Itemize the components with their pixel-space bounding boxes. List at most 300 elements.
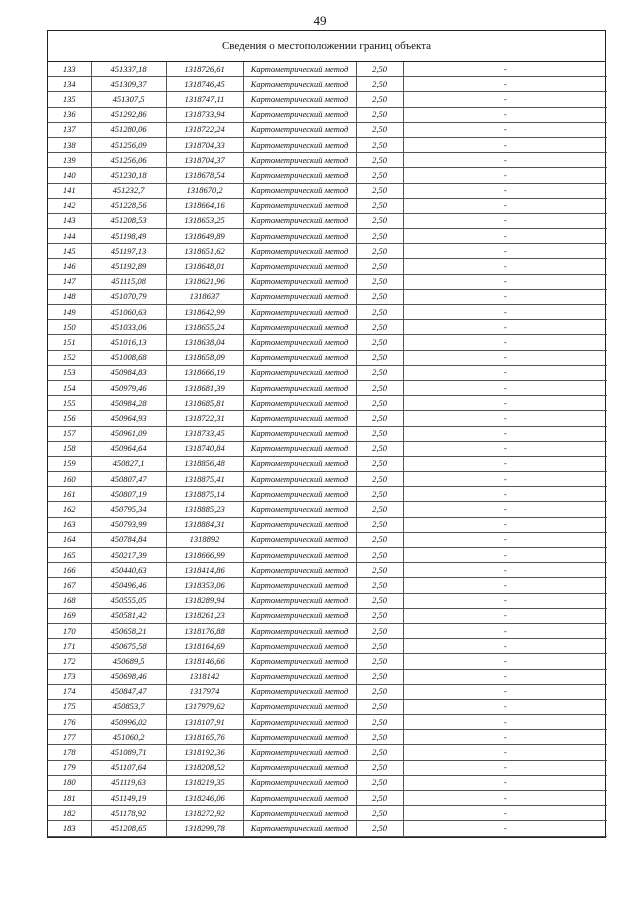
note-cell: - xyxy=(403,213,607,228)
method-cell: Картометрический метод xyxy=(243,244,356,259)
table-row xyxy=(48,502,607,517)
method-cell: Картометрический метод xyxy=(243,639,356,654)
x-coordinate-cell: 450979,46 xyxy=(91,380,166,395)
method-cell: Картометрический метод xyxy=(243,623,356,638)
note-cell: - xyxy=(403,669,607,684)
note-cell: - xyxy=(403,229,607,244)
note-cell: - xyxy=(403,472,607,487)
method-cell: Картометрический метод xyxy=(243,320,356,335)
note-cell: - xyxy=(403,411,607,426)
x-coordinate-cell: 451107,64 xyxy=(91,760,166,775)
accuracy-cell: 2,50 xyxy=(356,608,403,623)
y-coordinate-cell: 1318884,31 xyxy=(166,517,243,532)
x-coordinate-cell: 450795,34 xyxy=(91,502,166,517)
y-coordinate-cell: 1318856,48 xyxy=(166,456,243,471)
point-number-cell: 170 xyxy=(48,623,91,638)
method-cell: Картометрический метод xyxy=(243,791,356,806)
table-row xyxy=(48,289,607,304)
accuracy-cell: 2,50 xyxy=(356,669,403,684)
method-cell: Картометрический метод xyxy=(243,715,356,730)
note-cell: - xyxy=(403,350,607,365)
note-cell: - xyxy=(403,396,607,411)
point-number-cell: 179 xyxy=(48,760,91,775)
table-row xyxy=(48,380,607,395)
x-coordinate-cell: 451197,13 xyxy=(91,244,166,259)
note-cell: - xyxy=(403,168,607,183)
accuracy-cell: 2,50 xyxy=(356,639,403,654)
method-cell: Картометрический метод xyxy=(243,532,356,547)
accuracy-cell: 2,50 xyxy=(356,654,403,669)
accuracy-cell: 2,50 xyxy=(356,548,403,563)
accuracy-cell: 2,50 xyxy=(356,563,403,578)
y-coordinate-cell: 1318722,24 xyxy=(166,122,243,137)
method-cell: Картометрический метод xyxy=(243,62,356,77)
point-number-cell: 177 xyxy=(48,730,91,745)
point-number-cell: 152 xyxy=(48,350,91,365)
x-coordinate-cell: 450784,84 xyxy=(91,532,166,547)
note-cell: - xyxy=(403,305,607,320)
y-coordinate-cell: 1318704,33 xyxy=(166,137,243,152)
table-row xyxy=(48,684,607,699)
y-coordinate-cell: 1318875,14 xyxy=(166,487,243,502)
x-coordinate-cell: 451280,06 xyxy=(91,122,166,137)
y-coordinate-cell: 1318664,16 xyxy=(166,198,243,213)
table-row xyxy=(48,168,607,183)
y-coordinate-cell: 1318146,66 xyxy=(166,654,243,669)
table-row xyxy=(48,396,607,411)
table-row xyxy=(48,654,607,669)
y-coordinate-cell: 1318726,61 xyxy=(166,62,243,77)
table-row xyxy=(48,791,607,806)
x-coordinate-cell: 451149,19 xyxy=(91,791,166,806)
note-cell: - xyxy=(403,62,607,77)
table-row xyxy=(48,320,607,335)
y-coordinate-cell: 1318678,54 xyxy=(166,168,243,183)
table-row xyxy=(48,137,607,152)
x-coordinate-cell: 450847,47 xyxy=(91,684,166,699)
x-coordinate-cell: 451008,68 xyxy=(91,350,166,365)
y-coordinate-cell: 1318733,94 xyxy=(166,107,243,122)
x-coordinate-cell: 450658,21 xyxy=(91,623,166,638)
y-coordinate-cell: 1318107,91 xyxy=(166,715,243,730)
x-coordinate-cell: 451060,63 xyxy=(91,305,166,320)
note-cell: - xyxy=(403,183,607,198)
accuracy-cell: 2,50 xyxy=(356,441,403,456)
accuracy-cell: 2,50 xyxy=(356,502,403,517)
y-coordinate-cell: 1318642,99 xyxy=(166,305,243,320)
table-row xyxy=(48,472,607,487)
point-number-cell: 151 xyxy=(48,335,91,350)
table-row xyxy=(48,62,607,77)
x-coordinate-cell: 450698,46 xyxy=(91,669,166,684)
x-coordinate-cell: 450853,7 xyxy=(91,699,166,714)
point-number-cell: 135 xyxy=(48,92,91,107)
accuracy-cell: 2,50 xyxy=(356,274,403,289)
method-cell: Картометрический метод xyxy=(243,411,356,426)
note-cell: - xyxy=(403,532,607,547)
y-coordinate-cell: 1318747,11 xyxy=(166,92,243,107)
accuracy-cell: 2,50 xyxy=(356,456,403,471)
y-coordinate-cell: 1318885,23 xyxy=(166,502,243,517)
method-cell: Картометрический метод xyxy=(243,441,356,456)
point-number-cell: 181 xyxy=(48,791,91,806)
x-coordinate-cell: 450807,47 xyxy=(91,472,166,487)
point-number-cell: 144 xyxy=(48,229,91,244)
table-row xyxy=(48,548,607,563)
y-coordinate-cell: 1318219,35 xyxy=(166,775,243,790)
y-coordinate-cell: 1318261,23 xyxy=(166,608,243,623)
point-number-cell: 173 xyxy=(48,669,91,684)
y-coordinate-cell: 1318670,2 xyxy=(166,183,243,198)
x-coordinate-cell: 450964,93 xyxy=(91,411,166,426)
method-cell: Картометрический метод xyxy=(243,77,356,92)
point-number-cell: 163 xyxy=(48,517,91,532)
accuracy-cell: 2,50 xyxy=(356,775,403,790)
y-coordinate-cell: 1318638,04 xyxy=(166,335,243,350)
method-cell: Картометрический метод xyxy=(243,137,356,152)
point-number-cell: 155 xyxy=(48,396,91,411)
method-cell: Картометрический метод xyxy=(243,775,356,790)
table-row xyxy=(48,77,607,92)
point-number-cell: 166 xyxy=(48,563,91,578)
table-title: Сведения о местоположении границ объекта xyxy=(48,31,605,62)
table-row xyxy=(48,563,607,578)
note-cell: - xyxy=(403,775,607,790)
accuracy-cell: 2,50 xyxy=(356,791,403,806)
note-cell: - xyxy=(403,426,607,441)
note-cell: - xyxy=(403,517,607,532)
method-cell: Картометрический метод xyxy=(243,259,356,274)
method-cell: Картометрический метод xyxy=(243,213,356,228)
method-cell: Картометрический метод xyxy=(243,289,356,304)
table-row xyxy=(48,456,607,471)
y-coordinate-cell: 1318740,84 xyxy=(166,441,243,456)
note-cell: - xyxy=(403,274,607,289)
table-row xyxy=(48,730,607,745)
method-cell: Картометрический метод xyxy=(243,760,356,775)
y-coordinate-cell: 1318192,36 xyxy=(166,745,243,760)
x-coordinate-cell: 451208,65 xyxy=(91,821,166,836)
x-coordinate-cell: 450984,28 xyxy=(91,396,166,411)
y-coordinate-cell: 1318246,06 xyxy=(166,791,243,806)
accuracy-cell: 2,50 xyxy=(356,153,403,168)
accuracy-cell: 2,50 xyxy=(356,289,403,304)
x-coordinate-cell: 451292,86 xyxy=(91,107,166,122)
point-number-cell: 147 xyxy=(48,274,91,289)
x-coordinate-cell: 450581,42 xyxy=(91,608,166,623)
method-cell: Картометрический метод xyxy=(243,578,356,593)
note-cell: - xyxy=(403,320,607,335)
x-coordinate-cell: 451198,49 xyxy=(91,229,166,244)
method-cell: Картометрический метод xyxy=(243,350,356,365)
point-number-cell: 137 xyxy=(48,122,91,137)
method-cell: Картометрический метод xyxy=(243,608,356,623)
method-cell: Картометрический метод xyxy=(243,821,356,836)
method-cell: Картометрический метод xyxy=(243,365,356,380)
x-coordinate-cell: 451070,79 xyxy=(91,289,166,304)
y-coordinate-cell: 1318649,89 xyxy=(166,229,243,244)
accuracy-cell: 2,50 xyxy=(356,730,403,745)
accuracy-cell: 2,50 xyxy=(356,320,403,335)
y-coordinate-cell: 1318176,88 xyxy=(166,623,243,638)
method-cell: Картометрический метод xyxy=(243,305,356,320)
method-cell: Картометрический метод xyxy=(243,745,356,760)
accuracy-cell: 2,50 xyxy=(356,487,403,502)
table-row xyxy=(48,229,607,244)
boundary-table-frame xyxy=(47,30,606,838)
note-cell: - xyxy=(403,608,607,623)
method-cell: Картометрический метод xyxy=(243,153,356,168)
table-row xyxy=(48,441,607,456)
x-coordinate-cell: 450675,58 xyxy=(91,639,166,654)
point-number-cell: 146 xyxy=(48,259,91,274)
method-cell: Картометрический метод xyxy=(243,92,356,107)
x-coordinate-cell: 450961,09 xyxy=(91,426,166,441)
method-cell: Картометрический метод xyxy=(243,654,356,669)
method-cell: Картометрический метод xyxy=(243,168,356,183)
method-cell: Картометрический метод xyxy=(243,730,356,745)
x-coordinate-cell: 451307,5 xyxy=(91,92,166,107)
point-number-cell: 148 xyxy=(48,289,91,304)
accuracy-cell: 2,50 xyxy=(356,426,403,441)
point-number-cell: 168 xyxy=(48,593,91,608)
point-number-cell: 158 xyxy=(48,441,91,456)
note-cell: - xyxy=(403,107,607,122)
accuracy-cell: 2,50 xyxy=(356,760,403,775)
point-number-cell: 162 xyxy=(48,502,91,517)
note-cell: - xyxy=(403,502,607,517)
y-coordinate-cell: 1318208,52 xyxy=(166,760,243,775)
table-row xyxy=(48,608,607,623)
note-cell: - xyxy=(403,153,607,168)
method-cell: Картометрический метод xyxy=(243,593,356,608)
y-coordinate-cell: 1318746,45 xyxy=(166,77,243,92)
note-cell: - xyxy=(403,335,607,350)
point-number-cell: 136 xyxy=(48,107,91,122)
y-coordinate-cell: 1318164,69 xyxy=(166,639,243,654)
x-coordinate-cell: 450689,5 xyxy=(91,654,166,669)
table-row xyxy=(48,411,607,426)
x-coordinate-cell: 451060,2 xyxy=(91,730,166,745)
x-coordinate-cell: 450793,99 xyxy=(91,517,166,532)
point-number-cell: 182 xyxy=(48,806,91,821)
point-number-cell: 133 xyxy=(48,62,91,77)
y-coordinate-cell: 1318875,41 xyxy=(166,472,243,487)
note-cell: - xyxy=(403,699,607,714)
x-coordinate-cell: 450964,64 xyxy=(91,441,166,456)
note-cell: - xyxy=(403,684,607,699)
table-row xyxy=(48,487,607,502)
accuracy-cell: 2,50 xyxy=(356,380,403,395)
method-cell: Картометрический метод xyxy=(243,563,356,578)
point-number-cell: 161 xyxy=(48,487,91,502)
y-coordinate-cell: 1318666,99 xyxy=(166,548,243,563)
point-number-cell: 138 xyxy=(48,137,91,152)
accuracy-cell: 2,50 xyxy=(356,229,403,244)
point-number-cell: 145 xyxy=(48,244,91,259)
x-coordinate-cell: 451033,06 xyxy=(91,320,166,335)
table-row xyxy=(48,213,607,228)
point-number-cell: 149 xyxy=(48,305,91,320)
table-row xyxy=(48,593,607,608)
y-coordinate-cell: 1318651,62 xyxy=(166,244,243,259)
point-number-cell: 167 xyxy=(48,578,91,593)
accuracy-cell: 2,50 xyxy=(356,350,403,365)
y-coordinate-cell: 1318353,06 xyxy=(166,578,243,593)
table-row xyxy=(48,745,607,760)
accuracy-cell: 2,50 xyxy=(356,244,403,259)
method-cell: Картометрический метод xyxy=(243,806,356,821)
accuracy-cell: 2,50 xyxy=(356,137,403,152)
method-cell: Картометрический метод xyxy=(243,335,356,350)
point-number-cell: 169 xyxy=(48,608,91,623)
y-coordinate-cell: 1318733,45 xyxy=(166,426,243,441)
point-number-cell: 175 xyxy=(48,699,91,714)
accuracy-cell: 2,50 xyxy=(356,623,403,638)
table-row xyxy=(48,517,607,532)
accuracy-cell: 2,50 xyxy=(356,77,403,92)
table-row xyxy=(48,806,607,821)
note-cell: - xyxy=(403,745,607,760)
accuracy-cell: 2,50 xyxy=(356,684,403,699)
x-coordinate-cell: 450555,05 xyxy=(91,593,166,608)
x-coordinate-cell: 451119,63 xyxy=(91,775,166,790)
point-number-cell: 159 xyxy=(48,456,91,471)
note-cell: - xyxy=(403,730,607,745)
table-row xyxy=(48,365,607,380)
accuracy-cell: 2,50 xyxy=(356,305,403,320)
accuracy-cell: 2,50 xyxy=(356,259,403,274)
note-cell: - xyxy=(403,821,607,836)
page-number: 49 xyxy=(313,13,327,28)
point-number-cell: 172 xyxy=(48,654,91,669)
accuracy-cell: 2,50 xyxy=(356,806,403,821)
point-number-cell: 160 xyxy=(48,472,91,487)
point-number-cell: 142 xyxy=(48,198,91,213)
method-cell: Картометрический метод xyxy=(243,229,356,244)
table-row xyxy=(48,183,607,198)
method-cell: Картометрический метод xyxy=(243,472,356,487)
y-coordinate-cell: 1318666,19 xyxy=(166,365,243,380)
point-number-cell: 143 xyxy=(48,213,91,228)
table-row xyxy=(48,775,607,790)
method-cell: Картометрический метод xyxy=(243,669,356,684)
x-coordinate-cell: 451178,92 xyxy=(91,806,166,821)
method-cell: Картометрический метод xyxy=(243,380,356,395)
point-number-cell: 178 xyxy=(48,745,91,760)
x-coordinate-cell: 451089,71 xyxy=(91,745,166,760)
note-cell: - xyxy=(403,548,607,563)
x-coordinate-cell: 451232,7 xyxy=(91,183,166,198)
y-coordinate-cell: 1318658,09 xyxy=(166,350,243,365)
note-cell: - xyxy=(403,806,607,821)
accuracy-cell: 2,50 xyxy=(356,62,403,77)
table-row xyxy=(48,259,607,274)
accuracy-cell: 2,50 xyxy=(356,335,403,350)
method-cell: Картометрический метод xyxy=(243,456,356,471)
x-coordinate-cell: 451192,89 xyxy=(91,259,166,274)
y-coordinate-cell: 1318653,25 xyxy=(166,213,243,228)
table-row xyxy=(48,669,607,684)
table-row xyxy=(48,350,607,365)
note-cell: - xyxy=(403,791,607,806)
table-row xyxy=(48,244,607,259)
method-cell: Картометрический метод xyxy=(243,107,356,122)
note-cell: - xyxy=(403,456,607,471)
x-coordinate-cell: 450827,1 xyxy=(91,456,166,471)
y-coordinate-cell: 1318685,81 xyxy=(166,396,243,411)
method-cell: Картометрический метод xyxy=(243,183,356,198)
point-number-cell: 180 xyxy=(48,775,91,790)
table-row xyxy=(48,715,607,730)
y-coordinate-cell: 1318637 xyxy=(166,289,243,304)
y-coordinate-cell: 1318681,39 xyxy=(166,380,243,395)
note-cell: - xyxy=(403,623,607,638)
point-number-cell: 140 xyxy=(48,168,91,183)
note-cell: - xyxy=(403,137,607,152)
note-cell: - xyxy=(403,380,607,395)
accuracy-cell: 2,50 xyxy=(356,715,403,730)
accuracy-cell: 2,50 xyxy=(356,213,403,228)
accuracy-cell: 2,50 xyxy=(356,699,403,714)
accuracy-cell: 2,50 xyxy=(356,821,403,836)
y-coordinate-cell: 1318299,78 xyxy=(166,821,243,836)
y-coordinate-cell: 1318648,01 xyxy=(166,259,243,274)
x-coordinate-cell: 451309,37 xyxy=(91,77,166,92)
point-number-cell: 139 xyxy=(48,153,91,168)
note-cell: - xyxy=(403,92,607,107)
y-coordinate-cell: 1318621,96 xyxy=(166,274,243,289)
accuracy-cell: 2,50 xyxy=(356,578,403,593)
x-coordinate-cell: 450440,63 xyxy=(91,563,166,578)
x-coordinate-cell: 451337,18 xyxy=(91,62,166,77)
point-number-cell: 176 xyxy=(48,715,91,730)
x-coordinate-cell: 451256,09 xyxy=(91,137,166,152)
accuracy-cell: 2,50 xyxy=(356,92,403,107)
accuracy-cell: 2,50 xyxy=(356,122,403,137)
accuracy-cell: 2,50 xyxy=(356,472,403,487)
y-coordinate-cell: 1318655,24 xyxy=(166,320,243,335)
accuracy-cell: 2,50 xyxy=(356,517,403,532)
table-row xyxy=(48,335,607,350)
table-row xyxy=(48,532,607,547)
point-number-cell: 154 xyxy=(48,380,91,395)
accuracy-cell: 2,50 xyxy=(356,593,403,608)
point-number-cell: 153 xyxy=(48,365,91,380)
y-coordinate-cell: 1318704,37 xyxy=(166,153,243,168)
note-cell: - xyxy=(403,77,607,92)
method-cell: Картометрический метод xyxy=(243,548,356,563)
note-cell: - xyxy=(403,593,607,608)
x-coordinate-cell: 450984,83 xyxy=(91,365,166,380)
method-cell: Картометрический метод xyxy=(243,502,356,517)
table-row xyxy=(48,107,607,122)
y-coordinate-cell: 1318414,86 xyxy=(166,563,243,578)
point-number-cell: 164 xyxy=(48,532,91,547)
y-coordinate-cell: 1317974 xyxy=(166,684,243,699)
note-cell: - xyxy=(403,122,607,137)
method-cell: Картометрический метод xyxy=(243,684,356,699)
x-coordinate-cell: 451115,08 xyxy=(91,274,166,289)
table-row xyxy=(48,305,607,320)
accuracy-cell: 2,50 xyxy=(356,411,403,426)
accuracy-cell: 2,50 xyxy=(356,168,403,183)
method-cell: Картометрический метод xyxy=(243,198,356,213)
x-coordinate-cell: 451016,13 xyxy=(91,335,166,350)
y-coordinate-cell: 1318165,76 xyxy=(166,730,243,745)
point-number-cell: 171 xyxy=(48,639,91,654)
point-number-cell: 183 xyxy=(48,821,91,836)
